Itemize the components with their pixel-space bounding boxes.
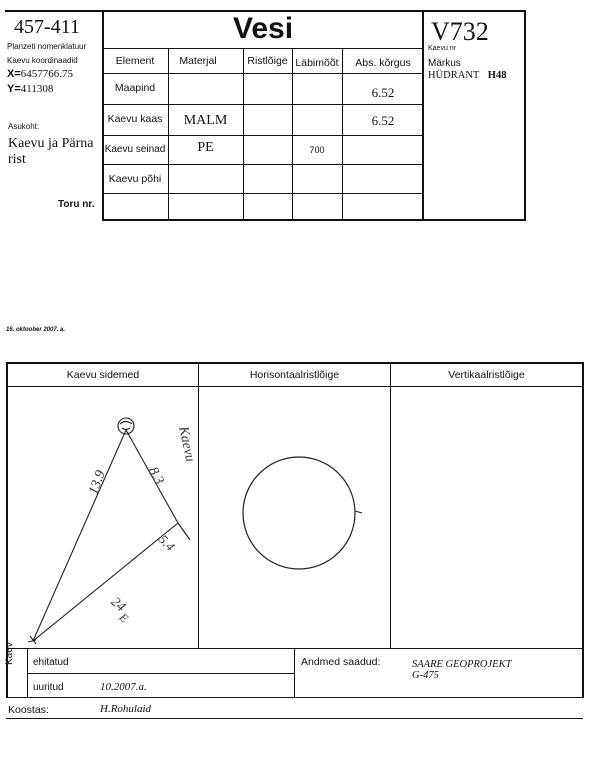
section-connections: Kaevu sidemed xyxy=(66,369,140,381)
coordinate-x-label: X= xyxy=(7,68,21,80)
header-abs-height: Abs. kõrgus xyxy=(355,57,411,69)
row-material-2: MALM xyxy=(183,113,228,128)
sketch-dim-b: 8.3 xyxy=(144,464,167,488)
row-material-3: PE xyxy=(197,140,214,155)
sketch-label-kaevu: Kaevu xyxy=(175,425,198,464)
hydrant-symbol xyxy=(118,418,134,434)
sketch-dim-d: 24 xyxy=(107,594,128,616)
row-element-4: Kaevu põhi xyxy=(108,173,162,185)
header-cross-section: Ristlõige xyxy=(247,55,288,67)
section-vertical: Vertikaalristlõige xyxy=(448,369,525,381)
vertical-section-drawing xyxy=(391,388,581,648)
data-source-line1: SAARE GEOPROJEKT xyxy=(412,659,512,670)
data-source-label: Andmed saadud: xyxy=(301,656,381,668)
coordinate-y-value: 411308 xyxy=(20,83,54,95)
section-horizontal: Horisontaalristlõige xyxy=(249,369,340,381)
header-material: Materjal xyxy=(179,55,217,67)
row-element-3: Kaevu seinad xyxy=(104,144,166,155)
remarks-code: H48 xyxy=(487,70,507,81)
date-stamp: 16. oktoober 2007. a. xyxy=(6,327,66,333)
sketch-dim-c: 5.4 xyxy=(155,531,178,554)
coordinate-x-value: 6457766.75 xyxy=(20,68,74,80)
well-outline-circle xyxy=(243,457,355,569)
sketch-dim-e: E xyxy=(116,610,132,626)
location-line1: Kaevu ja Pärna xyxy=(8,136,94,151)
row-diameter-3: 700 xyxy=(309,145,325,155)
surveyed-value: 10.2007.a. xyxy=(100,681,147,693)
well-number: V732 xyxy=(431,17,489,46)
location-label: Asukoht: xyxy=(8,122,40,131)
pipe-label: Toru nr. xyxy=(58,199,95,210)
remarks-text: HÜDRANT xyxy=(428,70,480,81)
nomenclature-label: Planzeti nomenklatuur xyxy=(7,42,87,51)
sketch-dim-a: 13.9 xyxy=(86,468,109,497)
coordinates-label: Kaevu koordinaadid xyxy=(7,56,78,65)
sketch-line-stub xyxy=(178,523,190,540)
well-number-label: Kaevu nr xyxy=(428,45,457,52)
remarks-label: Märkus xyxy=(428,58,461,69)
row-element-1: Maapind xyxy=(114,82,156,94)
row-element-2: Kaevu kaas xyxy=(107,113,163,125)
connections-sketch xyxy=(8,388,198,648)
surveyed-label: uuritud xyxy=(33,682,64,693)
data-source-line2: G-475 xyxy=(412,670,439,681)
compiled-value: H.Rohulaid xyxy=(100,703,152,715)
pipe-stub xyxy=(355,511,362,513)
footer-vertical-label: Kaev xyxy=(4,642,15,665)
built-label: ehitatud xyxy=(33,657,69,668)
coordinate-y-label: Y= xyxy=(7,83,21,95)
location-line2: rist xyxy=(8,152,26,167)
remarks-value xyxy=(428,70,506,81)
header-element: Element xyxy=(115,55,155,67)
compiled-label: Koostas: xyxy=(8,704,49,716)
coordinate-x xyxy=(7,68,73,80)
horizontal-section-drawing xyxy=(199,388,390,648)
header-diameter: Läbimõõt xyxy=(295,57,339,69)
coordinate-y xyxy=(7,83,53,95)
nomenclature-value: 457-411 xyxy=(14,16,80,38)
row-abs-height-1: 6.52 xyxy=(371,85,395,100)
row-abs-height-2: 6.52 xyxy=(371,113,395,128)
hydrant-mark xyxy=(120,422,132,430)
page-title: Vesi xyxy=(232,12,294,45)
